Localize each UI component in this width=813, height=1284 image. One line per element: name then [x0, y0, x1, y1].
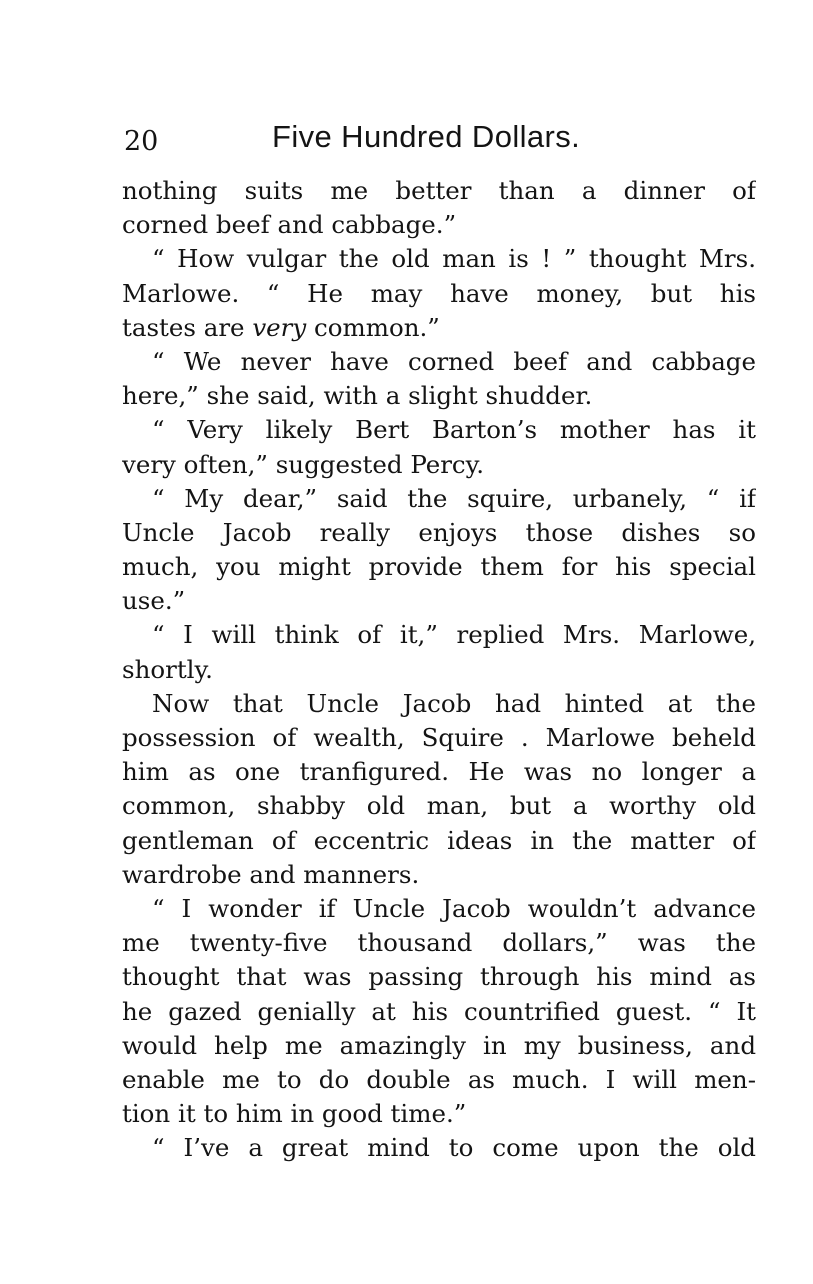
text-line: gentleman of eccentric ideas in the matter of: [122, 825, 756, 855]
text-line: Now that Uncle Jacob had hinted at the: [152, 688, 756, 718]
text-line: shortly.: [122, 654, 213, 684]
text-line: much, you might provide them for his special: [122, 552, 756, 582]
text-line: possession of wealth, Squire . Marlowe beheld: [122, 723, 756, 752]
emphasis: very: [252, 312, 307, 342]
running-title: Five Hundred Dollars.: [272, 119, 581, 154]
text-line: “ I’ve a great mind to come upon the old: [152, 1133, 756, 1163]
text-line: very often,” suggested Percy.: [122, 449, 485, 479]
text-line: corned beef and cabbage.”: [122, 210, 457, 240]
text-line: use.”: [122, 586, 186, 616]
text-line: Uncle Jacob really enjoys those dishes so: [122, 517, 756, 547]
text-line: wardrobe and manners.: [122, 859, 420, 889]
text-line: Marlowe. “ He may have money, but his: [122, 278, 756, 308]
text-line: “ My dear,” said the squire, urbanely, “ if: [152, 483, 756, 513]
text-line: “ I will think of it,” replied Mrs. Marlowe,: [152, 620, 756, 650]
text-line: here,” she said, with a slight shudder.: [122, 381, 593, 411]
text-line: he gazed genially at his countrified guest. “ It: [122, 996, 756, 1026]
text-line: thought that was passing through his mind as: [122, 962, 756, 992]
body-text: [122, 174, 756, 1165]
text-line: would help me amazingly in my business, and: [122, 1030, 756, 1060]
text-line: common, shabby old man, but a worthy old: [122, 791, 756, 821]
text-line: enable me to do double as much. I will men-: [122, 1064, 756, 1094]
text-line: “ We never have corned beef and cabbage: [152, 346, 756, 376]
text-line: “ Very likely Bert Barton’s mother has it: [152, 415, 756, 445]
text-line: tastes are very common.”: [122, 312, 440, 342]
text-line: nothing suits me better than a dinner of: [122, 176, 756, 205]
text-line: “ I wonder if Uncle Jacob wouldn’t advance: [152, 893, 756, 923]
text-line: tion it to him in good time.”: [122, 1099, 467, 1129]
page-number: 20: [124, 126, 159, 157]
text-line: “ How vulgar the old man is ! ” thought Mrs.: [152, 244, 756, 274]
text-line: me twenty-five thousand dollars,” was the: [122, 928, 756, 958]
text-line: him as one tranfigured. He was no longer a: [122, 757, 756, 787]
